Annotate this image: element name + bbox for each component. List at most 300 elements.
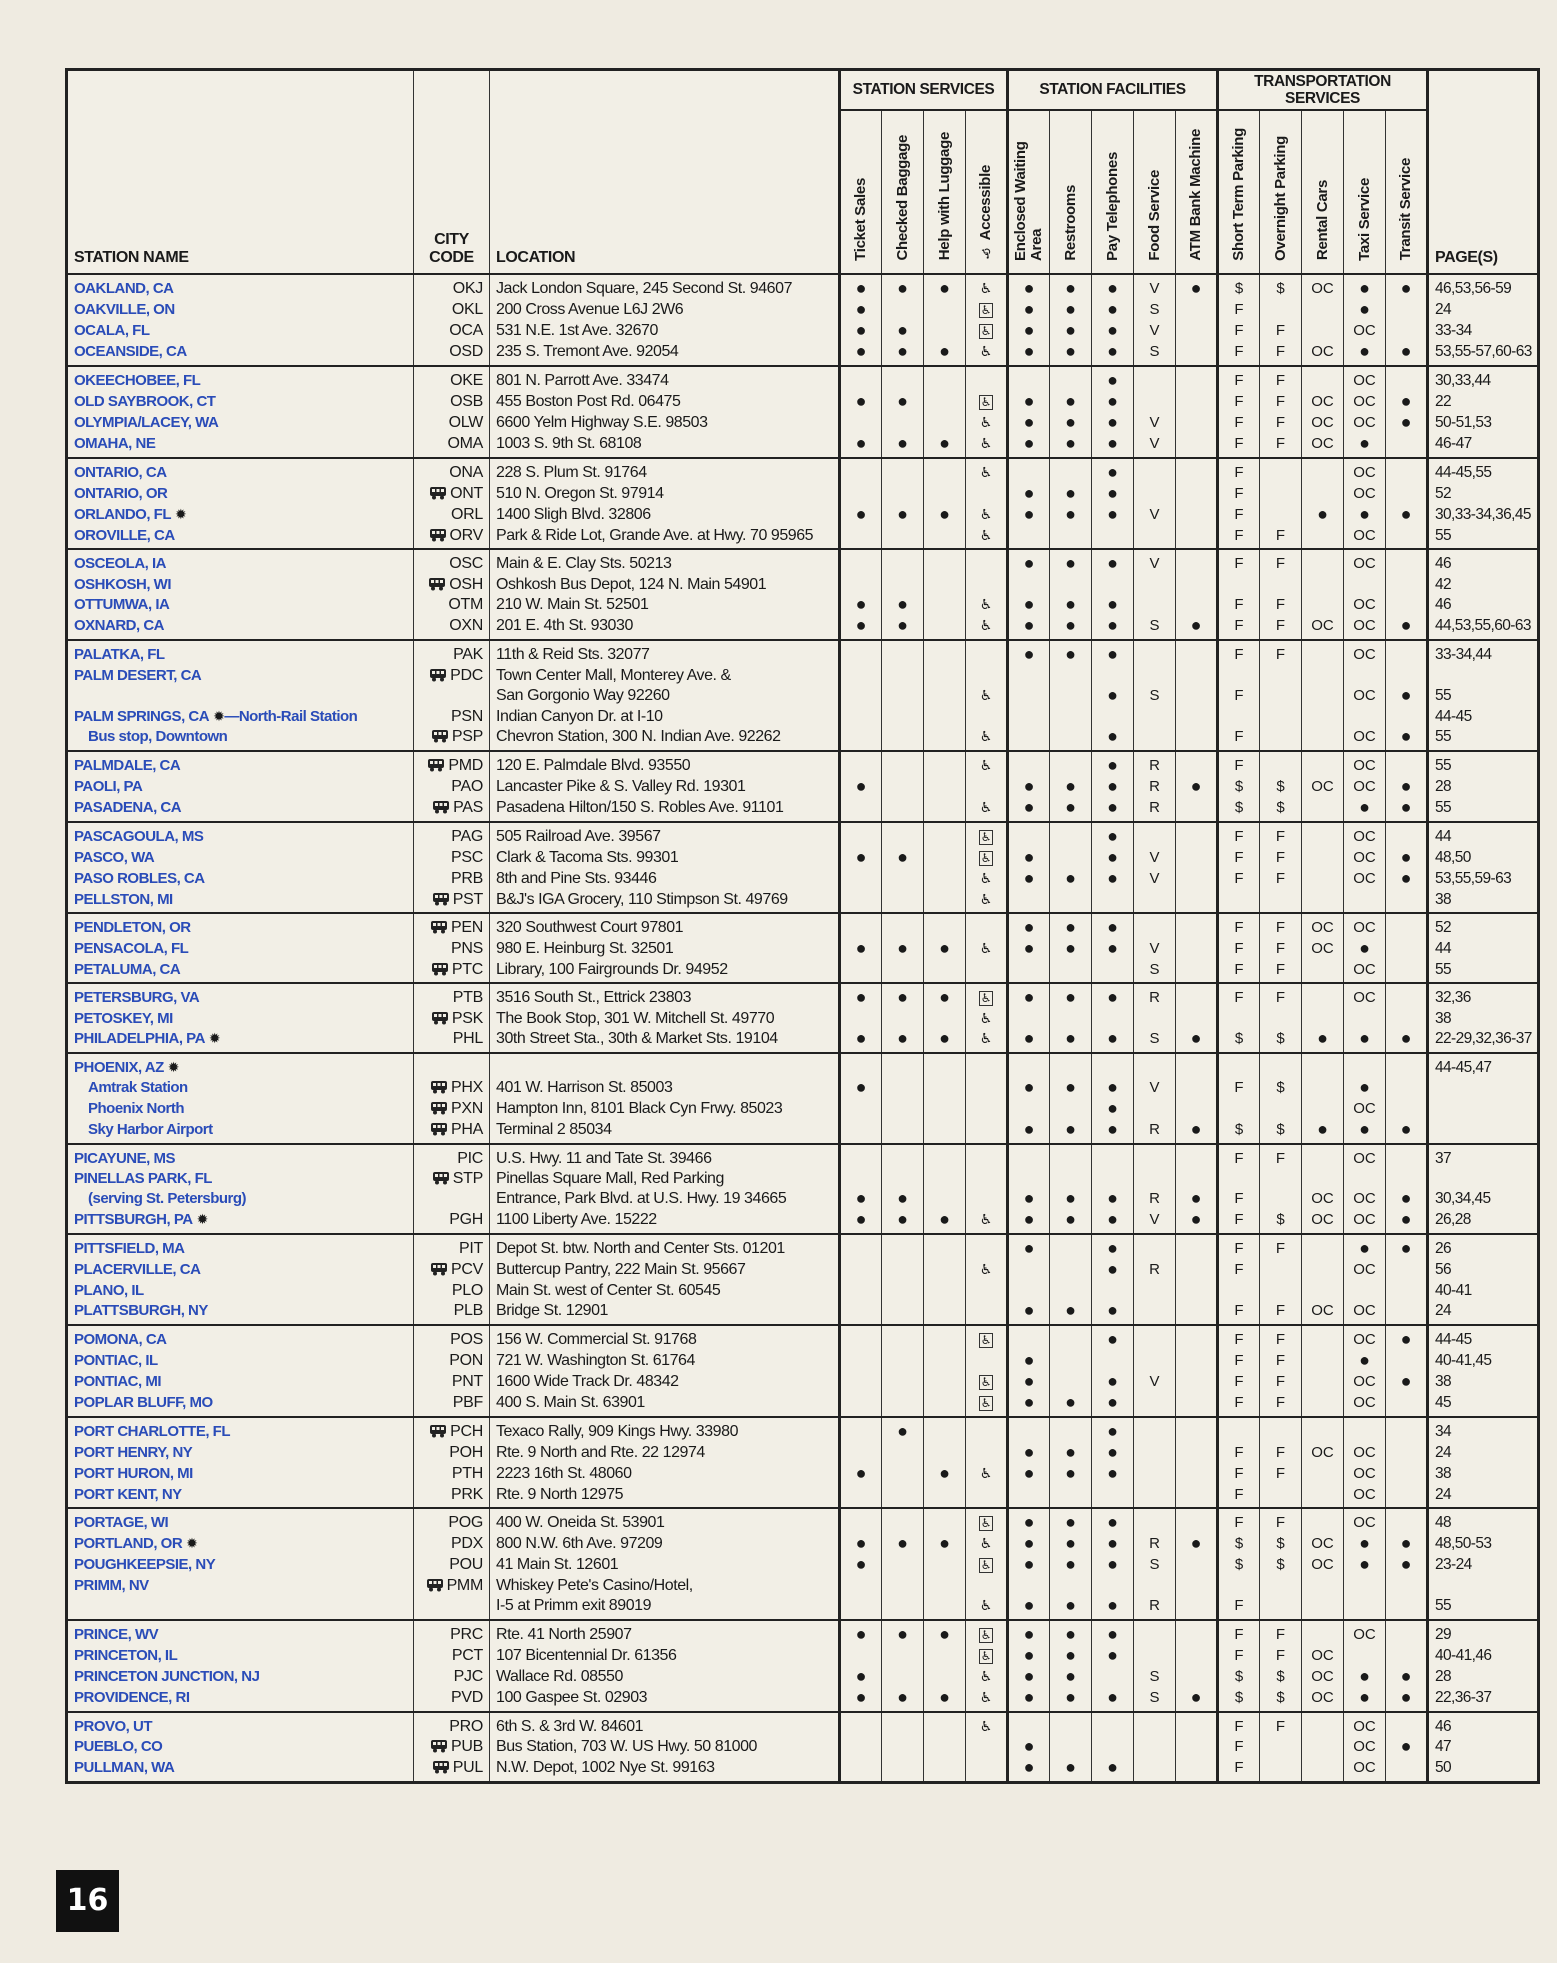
location-cell: 200 Cross Avenue L6J 2W6 — [490, 300, 840, 321]
service-cell — [1134, 1009, 1176, 1029]
service-cell — [1176, 484, 1218, 505]
pages-cell: 34 — [1428, 1417, 1539, 1443]
location-cell: Oshkosh Bus Depot, 124 N. Main 54901 — [490, 575, 840, 595]
service-cell — [840, 1534, 882, 1555]
service-value: F — [1275, 646, 1286, 663]
location-cell: B&J's IGA Grocery, 110 Stimpson St. 49769 — [490, 890, 840, 913]
service-cell — [1218, 666, 1260, 686]
service-cell — [1260, 848, 1302, 869]
service-cell — [924, 342, 966, 366]
service-cell — [1218, 939, 1260, 960]
service-cell — [1134, 848, 1176, 869]
service-cell — [1302, 939, 1344, 960]
city-code: PUL — [452, 1759, 483, 1776]
city-code: PRC — [450, 1626, 483, 1643]
city-code-cell — [414, 1325, 490, 1351]
service-value: OC — [1353, 757, 1376, 774]
service-cell — [1134, 505, 1176, 526]
service-cell — [882, 1393, 924, 1417]
service-available-dot: ● — [1107, 725, 1118, 746]
service-value: OC — [1311, 1211, 1334, 1228]
service-available-dot: ● — [1065, 1623, 1076, 1644]
location-cell: 156 W. Commercial St. 91768 — [490, 1325, 840, 1351]
service-available-dot: ● — [1107, 552, 1118, 573]
service-value: F — [1234, 728, 1244, 745]
station-name-cell — [67, 434, 414, 458]
service-cell — [1218, 1555, 1260, 1576]
service-available-dot: ● — [1065, 916, 1076, 937]
city-code-cell — [414, 890, 490, 913]
service-cell — [1386, 1189, 1428, 1210]
service-cell — [924, 848, 966, 869]
service-cell — [966, 1667, 1008, 1688]
thruway-bus-icon — [429, 486, 447, 500]
service-cell — [1260, 300, 1302, 321]
column-header-label: Ticket Sales — [852, 177, 869, 261]
service-cell — [1260, 1169, 1302, 1189]
city-code: PRO — [449, 1717, 483, 1735]
location-cell: 235 S. Tremont Ave. 92054 — [490, 342, 840, 366]
station-name: ONTARIO, OR — [74, 485, 168, 502]
service-cell — [840, 1078, 882, 1099]
service-available-dot: ● — [1023, 552, 1035, 573]
service-cell — [966, 1144, 1008, 1169]
service-cell — [1050, 1260, 1092, 1281]
service-cell — [882, 1508, 924, 1534]
service-available-dot: ● — [1400, 1686, 1412, 1707]
service-cell — [924, 1372, 966, 1393]
service-cell — [1092, 1464, 1134, 1485]
accessible-icon: ♿ — [979, 871, 993, 887]
service-cell — [1134, 1443, 1176, 1464]
service-available-dot: ● — [1023, 1532, 1035, 1553]
service-cell — [1386, 1646, 1428, 1667]
service-cell — [1260, 983, 1302, 1009]
group-header-station-services: STATION SERVICES — [840, 70, 1008, 110]
service-cell — [1344, 1234, 1386, 1260]
service-available-dot: ● — [1359, 1665, 1370, 1686]
city-code: PAK — [453, 646, 483, 663]
service-cell — [1260, 1576, 1302, 1596]
station-name-cell — [67, 913, 414, 939]
service-available-dot: ● — [897, 503, 908, 524]
service-cell — [966, 1417, 1008, 1443]
table-row — [67, 1189, 1539, 1210]
service-cell — [924, 1688, 966, 1712]
service-cell — [1386, 869, 1428, 890]
service-cell — [1386, 1712, 1428, 1737]
service-value: $ — [1276, 1079, 1285, 1096]
service-cell — [1176, 505, 1218, 526]
service-cell — [882, 848, 924, 869]
service-cell — [1092, 1301, 1134, 1325]
service-value: $ — [1234, 1668, 1244, 1685]
service-cell — [1344, 505, 1386, 526]
service-cell — [1050, 939, 1092, 960]
service-cell — [1092, 505, 1134, 526]
service-cell — [1134, 392, 1176, 413]
station-name-cell — [67, 1325, 414, 1351]
service-cell — [1302, 458, 1344, 484]
table-row — [67, 1596, 1539, 1620]
station-name: PETOSKEY, MI — [74, 1009, 173, 1027]
service-cell — [1386, 1688, 1428, 1712]
service-cell — [1344, 1351, 1386, 1372]
service-cell — [882, 707, 924, 727]
location-cell: 210 W. Main St. 52501 — [490, 595, 840, 616]
pages-cell: 40-41,46 — [1428, 1646, 1539, 1667]
location-cell: 107 Bicentennial Dr. 61356 — [490, 1646, 840, 1667]
location-cell: Rte. 9 North and Rte. 22 12974 — [490, 1443, 840, 1464]
service-cell — [840, 1393, 882, 1417]
service-available-dot: ● — [1023, 1349, 1035, 1370]
table-row — [67, 1144, 1539, 1169]
city-code: PAS — [453, 799, 483, 816]
service-cell — [1386, 960, 1428, 983]
table-row — [67, 798, 1539, 822]
thruway-bus-icon — [431, 1011, 449, 1025]
service-cell — [1260, 1234, 1302, 1260]
service-cell — [1260, 575, 1302, 595]
pages-cell: 53,55-57,60-63 — [1428, 342, 1539, 366]
service-cell — [1302, 1120, 1344, 1144]
service-cell — [1134, 822, 1176, 848]
station-name: OSHKOSH, WI — [74, 575, 172, 593]
service-available-dot: ● — [1023, 411, 1035, 432]
service-cell — [1092, 1393, 1134, 1417]
city-code: ONA — [449, 464, 483, 481]
service-cell — [1008, 640, 1050, 666]
service-available-dot: ● — [1107, 986, 1118, 1007]
service-value: OC — [1353, 1211, 1376, 1228]
service-cell — [1218, 1576, 1260, 1596]
city-code-header-line1: CITY — [434, 230, 469, 248]
city-code: PNT — [451, 1373, 483, 1390]
service-available-dot: ● — [1065, 390, 1076, 411]
station-name: PASCO, WA — [74, 849, 155, 866]
service-cell — [882, 1646, 924, 1667]
location-cell: The Book Stop, 301 W. Mitchell St. 49770 — [490, 1009, 840, 1029]
service-cell — [1176, 1351, 1218, 1372]
station-name-cell — [67, 549, 414, 575]
service-cell — [1218, 274, 1260, 300]
station-name: Bus stop, Downtown — [88, 728, 228, 745]
service-available-dot: ● — [1359, 1027, 1370, 1048]
thruway-bus-icon — [426, 1578, 444, 1592]
pages-cell: 44-45 — [1428, 1325, 1539, 1351]
service-cell — [1176, 751, 1218, 777]
service-value: OC — [1353, 414, 1376, 431]
pages-cell: 40-41,45 — [1428, 1351, 1539, 1372]
station-name-cell — [67, 366, 414, 392]
city-code-cell — [414, 549, 490, 575]
service-cell — [924, 751, 966, 777]
city-code-cell — [414, 413, 490, 434]
service-value: F — [1234, 555, 1244, 572]
service-cell — [1302, 1596, 1344, 1620]
station-name: OCEANSIDE, CA — [74, 343, 187, 360]
station-name-cell — [67, 1078, 414, 1099]
service-available-dot: ● — [1107, 754, 1118, 775]
service-cell — [840, 595, 882, 616]
service-cell — [1092, 1737, 1134, 1758]
table-row — [67, 434, 1539, 458]
pages-cell: 38 — [1428, 890, 1539, 913]
service-cell — [882, 1281, 924, 1301]
service-value: F — [1234, 1465, 1244, 1482]
service-cell — [1260, 1596, 1302, 1620]
service-cell — [1176, 1029, 1218, 1053]
station-name-cell — [67, 1351, 414, 1372]
service-cell — [1050, 458, 1092, 484]
service-cell — [1218, 1281, 1260, 1301]
service-available-dot: ● — [1023, 319, 1035, 340]
service-value: OC — [1311, 1668, 1334, 1685]
table-row — [67, 1281, 1539, 1301]
service-cell — [1344, 434, 1386, 458]
service-cell — [1260, 913, 1302, 939]
service-cell — [1386, 822, 1428, 848]
station-name: OLD SAYBROOK, CT — [74, 393, 216, 410]
service-available-dot: ● — [1190, 1027, 1202, 1048]
service-cell — [1008, 321, 1050, 342]
service-cell — [1218, 1053, 1260, 1078]
service-cell — [1092, 549, 1134, 575]
service-cell — [1008, 1029, 1050, 1053]
service-cell — [840, 913, 882, 939]
table-row — [67, 1078, 1539, 1099]
table-row — [67, 1325, 1539, 1351]
pages-cell — [1428, 1078, 1539, 1099]
major-station-star-icon: ✹ — [208, 1031, 221, 1047]
service-available-dot: ● — [855, 1532, 867, 1553]
service-cell — [1344, 1169, 1386, 1189]
station-name-cell — [67, 751, 414, 777]
location-cell: 320 Southwest Court 97801 — [490, 913, 840, 939]
city-code-cell — [414, 1210, 490, 1234]
column-header — [1344, 110, 1386, 274]
service-cell — [840, 869, 882, 890]
service-available-dot: ● — [1065, 1462, 1076, 1483]
service-value: $ — [1234, 280, 1244, 297]
location-cell: 41 Main St. 12601 — [490, 1555, 840, 1576]
table-row — [67, 1508, 1539, 1534]
service-cell — [1302, 321, 1344, 342]
table-row — [67, 1758, 1539, 1783]
city-code-cell — [414, 1120, 490, 1144]
service-cell — [840, 549, 882, 575]
service-cell — [1344, 983, 1386, 1009]
service-cell — [966, 1464, 1008, 1485]
station-name-cell — [67, 640, 414, 666]
service-available-dot: ● — [1400, 684, 1412, 705]
table-row — [67, 1099, 1539, 1120]
service-cell — [1176, 1443, 1218, 1464]
service-cell — [1260, 549, 1302, 575]
service-available-dot: ● — [855, 298, 867, 319]
service-cell — [1218, 1301, 1260, 1325]
service-cell — [924, 1351, 966, 1372]
service-cell — [882, 1576, 924, 1596]
service-cell — [1302, 1210, 1344, 1234]
service-cell — [1344, 1417, 1386, 1443]
station-name: PHILADELPHIA, PA — [74, 1030, 205, 1047]
service-cell — [1260, 1555, 1302, 1576]
city-code-cell — [414, 1372, 490, 1393]
station-name: ORLANDO, FL — [74, 506, 171, 523]
service-available-dot: ● — [1107, 643, 1118, 664]
service-cell — [1176, 913, 1218, 939]
accessible-icon: ♿ — [979, 465, 993, 481]
pages-cell: 40-41 — [1428, 1281, 1539, 1301]
service-cell — [1008, 1667, 1050, 1688]
service-cell — [1050, 727, 1092, 751]
service-cell — [1260, 939, 1302, 960]
service-cell — [1260, 595, 1302, 616]
service-value: OC — [1353, 393, 1376, 410]
station-name: PULLMAN, WA — [74, 1759, 175, 1776]
service-cell — [1008, 1576, 1050, 1596]
service-cell — [1344, 913, 1386, 939]
service-cell — [1302, 1555, 1344, 1576]
city-code-cell — [414, 1596, 490, 1620]
service-available-dot: ● — [1107, 298, 1118, 319]
service-cell — [840, 1372, 882, 1393]
service-cell — [1092, 434, 1134, 458]
service-cell — [966, 1372, 1008, 1393]
service-value: R — [1149, 1121, 1160, 1138]
station-name: PORT HURON, MI — [74, 1465, 193, 1482]
service-value: F — [1234, 1759, 1244, 1776]
service-cell — [924, 983, 966, 1009]
city-code-cell — [414, 616, 490, 640]
table-row — [67, 1417, 1539, 1443]
city-code-cell — [414, 1189, 490, 1210]
city-code-cell — [414, 1053, 490, 1078]
service-cell — [1344, 686, 1386, 707]
pages-cell: 38 — [1428, 1372, 1539, 1393]
service-value: F — [1275, 1302, 1286, 1319]
service-cell — [1386, 1078, 1428, 1099]
service-cell — [840, 434, 882, 458]
service-value: S — [1149, 617, 1160, 634]
accessible-icon: ♿ — [979, 941, 993, 957]
city-code-cell — [414, 1646, 490, 1667]
table-row — [67, 342, 1539, 366]
service-cell — [924, 526, 966, 549]
service-cell — [1176, 848, 1218, 869]
service-cell — [1218, 1372, 1260, 1393]
service-cell — [924, 686, 966, 707]
city-code: PSC — [451, 849, 483, 866]
service-cell — [1218, 913, 1260, 939]
city-code: PAG — [451, 828, 483, 845]
service-cell — [1134, 751, 1176, 777]
service-cell — [966, 505, 1008, 526]
service-cell — [1008, 822, 1050, 848]
service-cell — [966, 983, 1008, 1009]
table-header — [67, 70, 1539, 274]
service-value: F — [1234, 1514, 1244, 1531]
station-name: PASO ROBLES, CA — [74, 870, 205, 887]
station-name-cell — [67, 575, 414, 595]
service-cell — [1134, 939, 1176, 960]
service-available-dot: ● — [1107, 1237, 1118, 1258]
service-value: F — [1275, 989, 1286, 1006]
service-cell — [1134, 321, 1176, 342]
service-cell — [966, 848, 1008, 869]
city-code: PGH — [449, 1211, 483, 1228]
fully-accessible-icon: ♿ — [980, 1557, 992, 1572]
service-cell — [924, 1508, 966, 1534]
station-name-cell — [67, 1372, 414, 1393]
service-cell — [1386, 798, 1428, 822]
service-value: F — [1234, 1302, 1244, 1319]
service-value: OC — [1353, 617, 1376, 634]
service-available-dot: ● — [1065, 340, 1076, 361]
pages-cell: 22,36-37 — [1428, 1688, 1539, 1712]
service-available-dot: ● — [939, 503, 950, 524]
service-cell — [1386, 848, 1428, 869]
service-cell — [1218, 686, 1260, 707]
service-cell — [1176, 575, 1218, 595]
service-cell — [1302, 1144, 1344, 1169]
station-name-cell — [67, 1053, 414, 1078]
station-name: OKEECHOBEE, FL — [74, 372, 201, 389]
service-cell — [1008, 1144, 1050, 1169]
table-row — [67, 1260, 1539, 1281]
service-cell — [1050, 1417, 1092, 1443]
table-row — [67, 1576, 1539, 1596]
thruway-bus-icon — [431, 729, 449, 743]
service-value: OC — [1353, 849, 1376, 866]
service-cell — [882, 1120, 924, 1144]
station-name: POPLAR BLUFF, MO — [74, 1394, 213, 1411]
service-cell — [924, 484, 966, 505]
service-cell — [1302, 616, 1344, 640]
service-value: S — [1149, 343, 1160, 360]
accessible-icon: ♿ — [979, 1669, 993, 1685]
service-available-dot: ● — [855, 593, 867, 614]
service-available-dot: ● — [1023, 503, 1035, 524]
service-cell — [1092, 274, 1134, 300]
service-cell — [1344, 890, 1386, 913]
service-cell — [1386, 1758, 1428, 1783]
service-available-dot: ● — [897, 846, 908, 867]
service-cell — [1344, 1508, 1386, 1534]
pages-cell: 44 — [1428, 822, 1539, 848]
city-code: PRK — [451, 1485, 483, 1503]
service-cell — [1302, 751, 1344, 777]
station-name-cell — [67, 342, 414, 366]
service-available-dot: ● — [1065, 552, 1076, 573]
city-code-cell — [414, 798, 490, 822]
service-value: F — [1234, 485, 1244, 502]
location-cell: 801 N. Parrott Ave. 33474 — [490, 366, 840, 392]
service-cell — [1218, 616, 1260, 640]
service-cell — [1344, 1325, 1386, 1351]
service-available-dot: ● — [1317, 1118, 1328, 1139]
station-name: OSCEOLA, IA — [74, 555, 167, 572]
major-station-star-icon: ✹ — [213, 708, 225, 725]
service-available-dot: ● — [1190, 1532, 1202, 1553]
service-available-dot: ● — [1023, 1594, 1035, 1615]
station-name-cell — [67, 1120, 414, 1144]
city-code-cell — [414, 1029, 490, 1053]
service-value: F — [1275, 343, 1286, 360]
service-value: F — [1234, 989, 1244, 1006]
city-code: PON — [449, 1352, 483, 1369]
